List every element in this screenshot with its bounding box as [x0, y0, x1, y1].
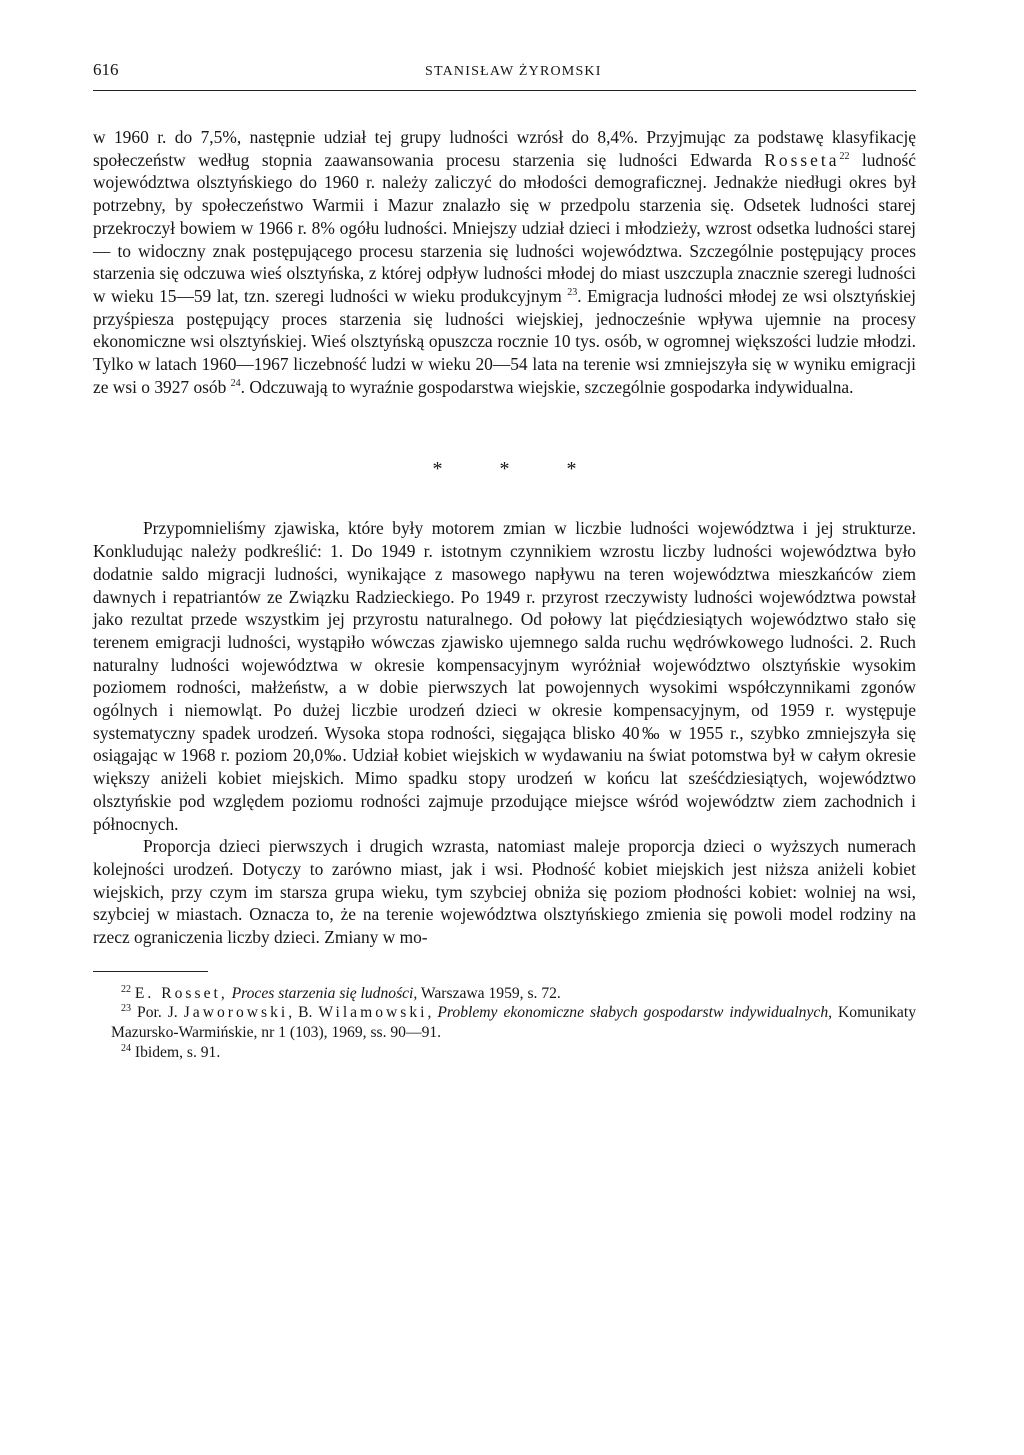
- section-separator: * * *: [432, 458, 603, 481]
- footnote-author: Jaworowski: [183, 1004, 289, 1022]
- footnote-text: Ibidem, s. 91.: [134, 1043, 221, 1061]
- footnote-title: Problemy ekonomiczne słabych gospodarstw indywidualnych,: [437, 1004, 833, 1022]
- footnote-number: 22: [121, 983, 131, 995]
- footnote-rest: Warszawa 1959, s. 72.: [417, 984, 561, 1002]
- page: [93, 60, 916, 1062]
- footnote-sep: , B.: [288, 1004, 319, 1022]
- author-name: Rosseta: [764, 149, 840, 170]
- page-number: 616: [93, 60, 119, 79]
- text-run: ludność województwa olsztyńskiego do 1960 r. należy zaliczyć do młodości demograficznej. Jednakże niedługi okres był potrzebny, by społeczeństwo Warmii i Mazur znalazło się w przedpolu starzenia się. Odsetek ludności starej przekroczył bowiem w 1966 r. 8% ogółu ludności. Mniejszy udział dzieci i młodzieży, wzrost odsetka ludności starej — to widoczny znak postępującego procesu starzenia się ludności województwa. Szczególnie postępujący proces starzenia się odczuwa wieś olsztyńska, z której odpływ ludności młodej do miast uszczupla znacznie szeregi ludności w wieku 15—59 lat, tzn. szeregi ludności w wieku produkcyjnym: [93, 149, 916, 306]
- paragraph-3: Proporcja dzieci pierwszych i drugich wzrasta, natomiast maleje proporcja dzieci o wyższych numerach kolejności urodzeń. Dotyczy to zarówno miast, jak i wsi. Płodność kobiet miejskich jest niższa aniżeli kobiet wiejskich, przy czym im starsza grupa wieku, tym szybciej obniża się poziom płodności kobiet: wolniej na wsi, szybciej w miastach. Oznacza to, że na terenie województwa olsztyńskiego zmienia się powoli model rodziny na rzecz ograniczenia liczby dzieci. Zmiany w mo-: [93, 836, 916, 948]
- footnote-22: [93, 984, 916, 1004]
- footnote-ref-22[interactable]: 22: [839, 150, 850, 162]
- footnote-23: [93, 1003, 916, 1042]
- body-text: [93, 126, 916, 398]
- footnote-divider: [93, 971, 208, 972]
- footnote-lead: Por. J.: [137, 1004, 184, 1022]
- text-run: w 1960 r. do 7,5%, następnie udział tej grupy ludności wzrósł do 8,4%. Przyjmując za podstawę klasyfikację społeczeństw według stopnia zaawansowania procesu starzenia się ludności Edwarda: [93, 127, 916, 170]
- footnote-number: 23: [121, 1003, 131, 1015]
- footnote-sep: ,: [427, 1004, 438, 1022]
- running-head: STANISŁAW ŻYROMSKI: [425, 64, 602, 79]
- footnote-title: Proces starzenia się ludności,: [231, 984, 418, 1002]
- footnote-author: E. Rosset,: [134, 984, 228, 1002]
- footnote-ref-23[interactable]: 23: [567, 287, 578, 299]
- footnote-rest: Komunikaty Mazursko-Warmińskie, nr 1 (103), 1969, ss. 90—91.: [111, 1004, 916, 1041]
- footnote-number: 24: [121, 1042, 131, 1054]
- footnotes: [93, 984, 916, 1062]
- footnote-24: [93, 1043, 916, 1063]
- paragraph-2: Przypomnieliśmy zjawiska, które były motorem zmian w liczbie ludności województwa i jej strukturze. Konkludując należy podkreślić: 1. Do 1949 r. istotnym czynnikiem wzrostu liczby ludności województwa było dodatnie saldo migracji ludności, wynikające z masowego napływu na teren województwa mieszkańców ziem dawnych i repatriantów ze Związku Radzieckiego. Po 1949 r. przyrost rzeczywisty ludności województwa powstał jako rezultat przede wszystkim jej przyrostu naturalnego. Od połowy lat pięćdziesiątych województwo stało się terenem emigracji ludności, wystąpiło wówczas zjawisko ujemnego salda ruchu wędrówkowego ludności. 2. Ruch naturalny ludności województwa w okresie kompensacyjnym wyróżniał województwo olsztyńskie wysokim poziomem rodności, małżeństw, a w dobie pierwszych lat powojennych wysokimi współczynnikami zgonów ogólnych i niemowląt. Po dużej liczbie urodzeń dzieci w okresie kompensacyjnym, od 1959 r. występuje systematyczny spadek urodzeń. Wysoka stopa rodności, sięgająca blisko 40‰ w 1955 r., szybko zmniejszyła się osiągając w 1968 r. poziom 20,0‰. Udział kobiet wiejskich w wydawaniu na świat potomstwa był w całym okresie większy aniżeli kobiet miejskich. Mimo spadku stopy urodzeń w końcu lat sześćdziesiątych, województwo olsztyńskie pod względem poziomu rodności zajmuje przodujące miejsce wśród województw ziem zachodnich i północnych.: [93, 518, 916, 834]
- text-run: . Emigracja ludności młodej ze wsi olsztyńskiej przyśpiesza postępujący proces starzenia się ludności wiejskiej, jednocześnie wpływa ujemnie na procesy ekonomiczne wsi olsztyńskiej. Wieś olsztyńską opuszcza rocznie 10 tys. osób, w ogromnej większości ludzie młodzi. Tylko w latach 1960—1967 liczebność ludzi w wieku 20—54 lata na terenie wsi zmniejszyła się w wyniku emigracji ze wsi o 3927 osób: [93, 285, 916, 397]
- footnote-ref-24[interactable]: 24: [230, 377, 241, 389]
- body-text-2: [93, 517, 916, 948]
- text-run: . Odczuwają to wyraźnie gospodarstwa wiejskie, szczególnie gospodarka indywidualna.: [240, 376, 854, 397]
- page-header: [93, 60, 916, 91]
- paragraph-1: [93, 126, 916, 398]
- footnote-author: Wilamowski: [318, 1004, 428, 1022]
